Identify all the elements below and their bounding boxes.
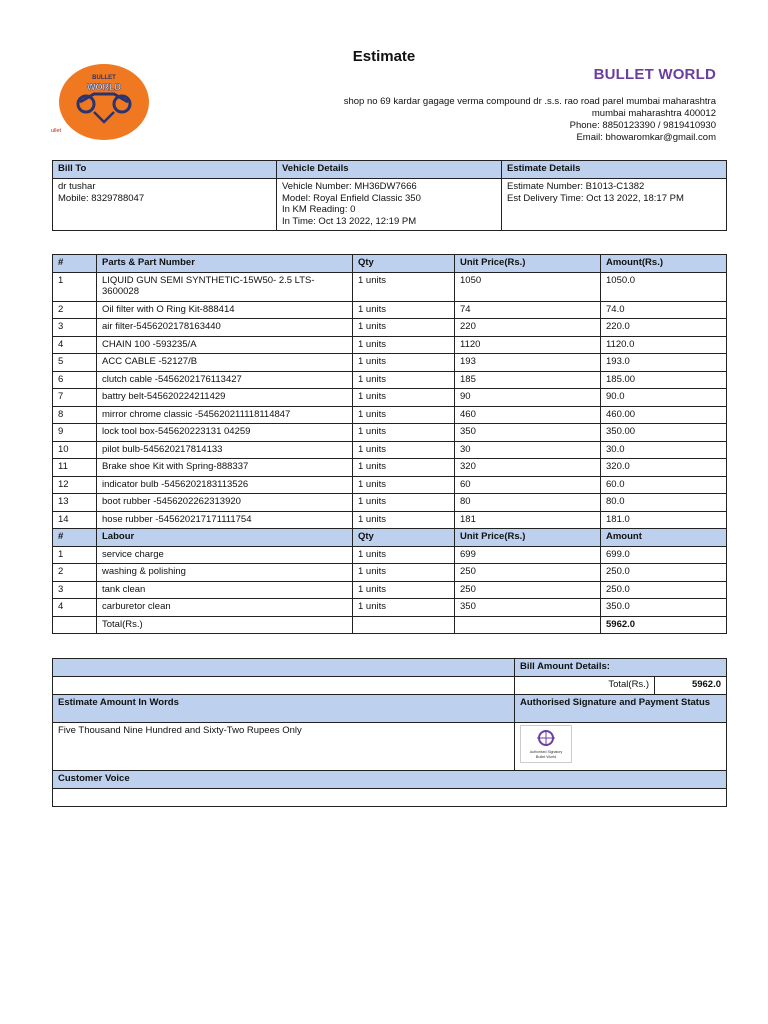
parts-row-qty: 1 units — [353, 272, 455, 301]
logo-text-main: WORLD — [87, 82, 121, 92]
est-delivery-time: Est Delivery Time: Oct 13 2022, 18:17 PM — [507, 192, 684, 204]
parts-row-description: hose rubber -545620217171111754 — [97, 511, 353, 529]
parts-row — [53, 301, 727, 319]
customer-name: dr tushar — [58, 181, 96, 192]
stamp-line-1: Authorised Signatory — [529, 750, 563, 754]
parts-row-num: 8 — [53, 406, 97, 424]
parts-row-unit-price: 74 — [455, 301, 601, 319]
parts-row-unit-price: 320 — [455, 459, 601, 477]
items-table — [52, 254, 727, 634]
customer-voice-row — [53, 789, 727, 807]
parts-row-qty: 1 units — [353, 476, 455, 494]
company-name: BULLET WORLD — [593, 66, 716, 83]
amount-words-label: Estimate Amount In Words — [53, 695, 515, 723]
parts-row-unit-price: 220 — [455, 319, 601, 337]
logo-text-top: BULLET — [92, 75, 116, 81]
parts-header-row — [53, 255, 727, 273]
labour-header-row-num: # — [53, 529, 97, 547]
labour-row-unit-price: 250 — [455, 564, 601, 582]
parts-row — [53, 272, 727, 301]
parts-row — [53, 319, 727, 337]
parts-row-description: Oil filter with O Ring Kit-888414 — [97, 301, 353, 319]
parts-header-row-description: Parts & Part Number — [97, 255, 353, 273]
labour-row-unit-price: 699 — [455, 546, 601, 564]
summary-total-value: 5962.0 — [655, 677, 727, 695]
labour-row-num: 1 — [53, 546, 97, 564]
parts-row-qty: 1 units — [353, 354, 455, 372]
parts-row-amount: 181.0 — [601, 511, 727, 529]
parts-row-qty: 1 units — [353, 441, 455, 459]
parts-row — [53, 371, 727, 389]
parts-header-row-qty: Qty — [353, 255, 455, 273]
vehicle-number: Vehicle Number: MH36DW7666 — [282, 181, 417, 192]
labour-row-unit-price: 350 — [455, 599, 601, 617]
parts-row-unit-price: 1120 — [455, 336, 601, 354]
parts-row-num: 1 — [53, 272, 97, 301]
labour-row-qty: 1 units — [353, 564, 455, 582]
parts-row — [53, 441, 727, 459]
parts-header-row-unit-price: Unit Price(Rs.) — [455, 255, 601, 273]
labour-row-num: 4 — [53, 599, 97, 617]
grand-total-blank — [53, 616, 97, 634]
customer-voice-field — [53, 789, 727, 807]
address-line-2: mumbai maharashtra 400012 — [591, 108, 716, 119]
parts-row — [53, 511, 727, 529]
parts-row-unit-price: 193 — [455, 354, 601, 372]
parts-row-description: mirror chrome classic -545620211118114847 — [97, 406, 353, 424]
signature-cell — [515, 723, 727, 771]
labour-header-row-unit-price: Unit Price(Rs.) — [455, 529, 601, 547]
labour-row-amount: 250.0 — [601, 581, 727, 599]
signature-label: Authorised Signature and Payment Status — [515, 695, 727, 723]
parts-row-num: 5 — [53, 354, 97, 372]
words-header-row — [53, 695, 727, 723]
company-phone: Phone: 8850123390 / 9819410930 — [569, 120, 716, 131]
labour-row-description: washing & polishing — [97, 564, 353, 582]
in-time: In Time: Oct 13 2022, 12:19 PM — [282, 215, 417, 227]
parts-row-unit-price: 90 — [455, 389, 601, 407]
info-header-row — [53, 161, 727, 179]
parts-row-qty: 1 units — [353, 319, 455, 337]
parts-row-unit-price: 185 — [455, 371, 601, 389]
summary-blank-header — [53, 659, 515, 677]
parts-header-row-amount: Amount(Rs.) — [601, 255, 727, 273]
labour-row-description: carburetor clean — [97, 599, 353, 617]
parts-row-amount: 1050.0 — [601, 272, 727, 301]
parts-row — [53, 406, 727, 424]
labour-row-amount: 250.0 — [601, 564, 727, 582]
parts-row-qty: 1 units — [353, 459, 455, 477]
vehicle-model: Model: Royal Enfield Classic 350 — [282, 192, 421, 204]
parts-row-description: CHAIN 100 -593235/A — [97, 336, 353, 354]
parts-row-qty: 1 units — [353, 406, 455, 424]
labour-row-unit-price: 250 — [455, 581, 601, 599]
labour-row — [53, 599, 727, 617]
parts-row-qty: 1 units — [353, 389, 455, 407]
company-email: Email: bhowaromkar@gmail.com — [576, 132, 716, 143]
grand-total-value: 5962.0 — [601, 616, 727, 634]
labour-row — [53, 564, 727, 582]
labour-row-amount: 350.0 — [601, 599, 727, 617]
parts-row-amount: 185.00 — [601, 371, 727, 389]
grand-total-price-blank — [455, 616, 601, 634]
parts-row-num: 10 — [53, 441, 97, 459]
grand-total-label: Total(Rs.) — [97, 616, 353, 634]
document-title: Estimate — [352, 48, 416, 65]
parts-row-qty: 1 units — [353, 424, 455, 442]
company-logo — [50, 62, 150, 142]
estimate-number: Estimate Number: B1013-C1382 — [507, 181, 645, 192]
parts-row-unit-price: 30 — [455, 441, 601, 459]
parts-row — [53, 389, 727, 407]
bill-amount-row — [53, 659, 727, 677]
km-reading: In KM Reading: 0 — [282, 204, 356, 215]
bill-to-header: Bill To — [53, 161, 277, 179]
parts-row-description: pilot bulb-545620217814133 — [97, 441, 353, 459]
stamp-line-2: Bullet World — [535, 755, 557, 759]
parts-row-amount: 193.0 — [601, 354, 727, 372]
parts-row-amount: 460.00 — [601, 406, 727, 424]
company-address — [236, 96, 716, 144]
parts-row-num: 13 — [53, 494, 97, 512]
stamp-graphic — [521, 726, 571, 762]
summary-blank-cell — [53, 677, 515, 695]
labour-row-num: 2 — [53, 564, 97, 582]
parts-row — [53, 494, 727, 512]
parts-row — [53, 336, 727, 354]
parts-row-description: indicator bulb -5456202183113526 — [97, 476, 353, 494]
parts-row-amount: 30.0 — [601, 441, 727, 459]
parts-header-row-num: # — [53, 255, 97, 273]
labour-row-qty: 1 units — [353, 546, 455, 564]
address-line-1: shop no 69 kardar gagage verma compound dr .s.s. rao road parel mumbai maharashtra — [343, 96, 716, 107]
parts-row — [53, 424, 727, 442]
parts-row-num: 12 — [53, 476, 97, 494]
labour-header-row-description: Labour — [97, 529, 353, 547]
summary-total-row — [53, 677, 727, 695]
words-signature-row — [53, 723, 727, 771]
parts-row — [53, 354, 727, 372]
parts-row-description: LIQUID GUN SEMI SYNTHETIC-15W50- 2.5 LTS-3600028 — [97, 272, 353, 301]
parts-row-qty: 1 units — [353, 511, 455, 529]
labour-row-description: tank clean — [97, 581, 353, 599]
parts-row-amount: 74.0 — [601, 301, 727, 319]
parts-row-description: ACC CABLE -52127/B — [97, 354, 353, 372]
parts-row-num: 4 — [53, 336, 97, 354]
parts-row-description: clutch cable -5456202176113427 — [97, 371, 353, 389]
parts-row-num: 9 — [53, 424, 97, 442]
labour-header-row — [53, 529, 727, 547]
labour-row-qty: 1 units — [353, 599, 455, 617]
labour-row-description: service charge — [97, 546, 353, 564]
parts-row-num: 11 — [53, 459, 97, 477]
amount-in-words: Five Thousand Nine Hundred and Sixty-Two Rupees Only — [53, 723, 515, 771]
estimate-details-header: Estimate Details — [502, 161, 727, 179]
summary-total-label: Total(Rs.) — [515, 677, 655, 695]
parts-row-unit-price: 350 — [455, 424, 601, 442]
parts-row-amount: 80.0 — [601, 494, 727, 512]
parts-row-unit-price: 181 — [455, 511, 601, 529]
bill-amount-label: Bill Amount Details: — [515, 659, 727, 677]
customer-voice-header-row — [53, 771, 727, 789]
parts-row-description: air filter-5456202178163440 — [97, 319, 353, 337]
parts-row-qty: 1 units — [353, 371, 455, 389]
summary-table — [52, 658, 727, 807]
customer-mobile: Mobile: 8329788047 — [58, 192, 145, 204]
parts-row-unit-price: 60 — [455, 476, 601, 494]
estimate-cell — [502, 179, 727, 231]
parts-row-amount: 60.0 — [601, 476, 727, 494]
parts-row-num: 7 — [53, 389, 97, 407]
parts-row-qty: 1 units — [353, 336, 455, 354]
parts-row-num: 14 — [53, 511, 97, 529]
parts-row-num: 6 — [53, 371, 97, 389]
parts-row-description: Brake shoe Kit with Spring-888337 — [97, 459, 353, 477]
parts-row-description: boot rubber -5456202262313920 — [97, 494, 353, 512]
grand-total-row — [53, 616, 727, 634]
labour-row-amount: 699.0 — [601, 546, 727, 564]
parts-row-amount: 1120.0 — [601, 336, 727, 354]
items-body — [53, 255, 727, 634]
logo-graphic — [50, 62, 150, 142]
grand-total-qty-blank — [353, 616, 455, 634]
authorised-stamp — [520, 725, 572, 763]
parts-row — [53, 476, 727, 494]
parts-row-qty: 1 units — [353, 301, 455, 319]
parts-row-unit-price: 80 — [455, 494, 601, 512]
parts-row-unit-price: 1050 — [455, 272, 601, 301]
labour-row-num: 3 — [53, 581, 97, 599]
parts-row — [53, 459, 727, 477]
logo-text-side: ullet — [51, 128, 62, 134]
info-body-row — [53, 179, 727, 231]
parts-row-qty: 1 units — [353, 494, 455, 512]
info-table — [52, 160, 727, 231]
vehicle-details-header: Vehicle Details — [277, 161, 502, 179]
labour-row-qty: 1 units — [353, 581, 455, 599]
labour-header-row-amount: Amount — [601, 529, 727, 547]
customer-voice-label: Customer Voice — [53, 771, 727, 789]
parts-row-amount: 350.00 — [601, 424, 727, 442]
parts-row-description: battry belt-545620224211429 — [97, 389, 353, 407]
labour-row — [53, 546, 727, 564]
labour-header-row-qty: Qty — [353, 529, 455, 547]
parts-row-num: 2 — [53, 301, 97, 319]
bill-to-cell — [53, 179, 277, 231]
parts-row-amount: 90.0 — [601, 389, 727, 407]
parts-row-unit-price: 460 — [455, 406, 601, 424]
parts-row-description: lock tool box-545620223131 04259 — [97, 424, 353, 442]
vehicle-cell — [277, 179, 502, 231]
labour-row — [53, 581, 727, 599]
parts-row-num: 3 — [53, 319, 97, 337]
parts-row-amount: 220.0 — [601, 319, 727, 337]
parts-row-amount: 320.0 — [601, 459, 727, 477]
